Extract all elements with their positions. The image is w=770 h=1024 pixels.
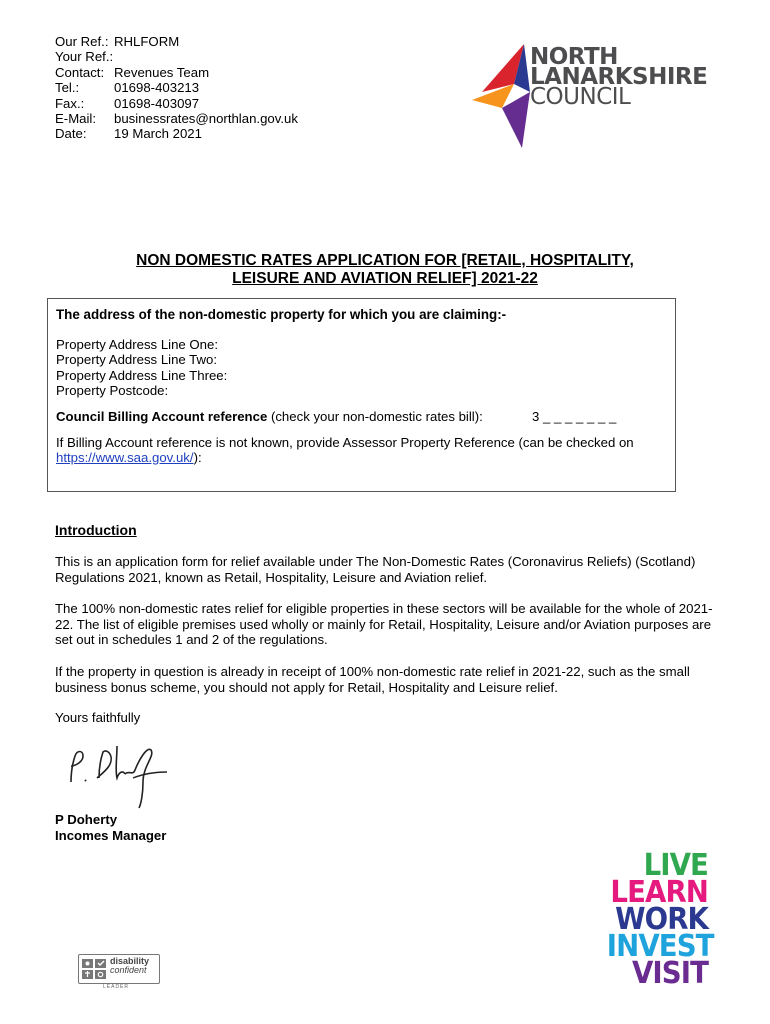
ref-value: 01698-403097	[114, 95, 200, 111]
title-line-1: NON DOMESTIC RATES APPLICATION FOR [RETAIL, HOSPITALITY,	[136, 252, 634, 269]
disability-confident-badge	[78, 954, 160, 990]
ref-label: Tel.:	[55, 80, 80, 96]
slogan-word: WORK	[615, 902, 708, 937]
assessor-text-after: ):	[193, 450, 202, 466]
slogan-word: VISIT	[631, 956, 708, 991]
logo-line-1: NORTH	[530, 44, 618, 70]
billing-reference-row	[56, 409, 667, 425]
intro-paragraph: The 100% non-domestic rates relief for eligible properties in these sectors will be available for the whole of 2021-22. The list of eligible premises used wholly or mainly for Retail, Hospitality, Leisure and/or Aviation purposes are set out in schedules 1 and 2 of the regulations.	[55, 601, 713, 648]
assessor-text: If Billing Account reference is not known, provide Assessor Property Reference (can be checked on	[56, 434, 634, 450]
address-line-three-field[interactable]: Property Address Line Three:	[56, 367, 228, 383]
ref-value: RHLFORM	[114, 34, 180, 49]
address-box-heading: The address of the non-domestic property for which you are claiming:-	[56, 307, 507, 322]
ref-row	[55, 80, 298, 95]
slogan-word: LEARN	[610, 875, 708, 910]
ref-label: Fax.:	[55, 95, 85, 111]
ref-label: E-Mail:	[55, 111, 97, 127]
signer-block	[55, 812, 166, 843]
slogan-word: LIVE	[643, 848, 708, 883]
billing-label-bold: Council Billing Account reference	[56, 408, 268, 424]
logo-line-3: COUNCIL	[530, 84, 631, 110]
ref-row	[55, 111, 298, 126]
title-line-2: LEISURE AND AVIATION RELIEF] 2021-22	[232, 270, 538, 287]
badge-line-3: LEADER	[103, 984, 130, 990]
signature-image	[63, 742, 175, 810]
intro-paragraph: If the property in question is already in receipt of 100% non-domestic rate relief in 2021-22, such as the small business bonus scheme, you should not apply for Retail, Hospitality and Leisure relief.	[55, 664, 690, 695]
assessor-reference-text	[56, 435, 667, 466]
postcode-field[interactable]: Property Postcode:	[56, 383, 169, 399]
council-logo	[472, 44, 712, 148]
saa-link[interactable]: https://www.saa.gov.uk/	[56, 450, 194, 466]
ref-row	[55, 49, 298, 64]
property-address-box	[47, 298, 676, 492]
ref-label: Contact:	[55, 64, 105, 80]
ref-label: Your Ref.:	[55, 49, 114, 65]
closing-salutation: Yours faithfully	[55, 710, 141, 725]
address-lines	[56, 337, 667, 399]
intro-paragraph: This is an application form for relief available under The Non-Domestic Rates (Coronavirus Reliefs) (Scotland) Regulations 2021, known as Retail, Hospitality, Leisure and Aviation relief.	[55, 554, 696, 585]
ref-row	[55, 65, 298, 80]
ref-value: 19 March 2021	[114, 126, 202, 142]
badge-line-1: disability	[110, 956, 150, 966]
ref-label: Our Ref.:	[55, 34, 109, 49]
introduction-heading: Introduction	[55, 522, 137, 538]
ref-row	[55, 34, 298, 49]
reference-block	[55, 34, 298, 142]
billing-reference-field[interactable]: 3 _ _ _ _ _ _ _	[532, 408, 617, 424]
slogan-word: INVEST	[606, 929, 714, 964]
badge-text	[110, 957, 149, 975]
logo-line-2: LANARKSHIRE	[530, 64, 708, 90]
ref-value: businessrates@northlan.gov.uk	[114, 111, 298, 127]
form-title	[60, 252, 710, 288]
ref-row	[55, 126, 298, 141]
signer-name: P Doherty	[55, 812, 118, 827]
ref-row	[55, 96, 298, 111]
address-line-two-field[interactable]: Property Address Line Two:	[56, 352, 218, 368]
billing-label-rest: (check your non-domestic rates bill):	[267, 408, 483, 424]
disability-confident-icon	[82, 959, 108, 979]
ref-value: 01698-403213	[114, 80, 200, 96]
logo-wordmark	[530, 44, 708, 110]
signer-role: Incomes Manager	[55, 827, 167, 843]
ref-label: Date:	[55, 126, 87, 142]
ref-value: Revenues Team	[114, 64, 210, 80]
badge-line-2: confident	[110, 965, 147, 975]
live-learn-work-invest-visit-slogan	[598, 848, 714, 991]
address-line-one-field[interactable]: Property Address Line One:	[56, 336, 219, 352]
